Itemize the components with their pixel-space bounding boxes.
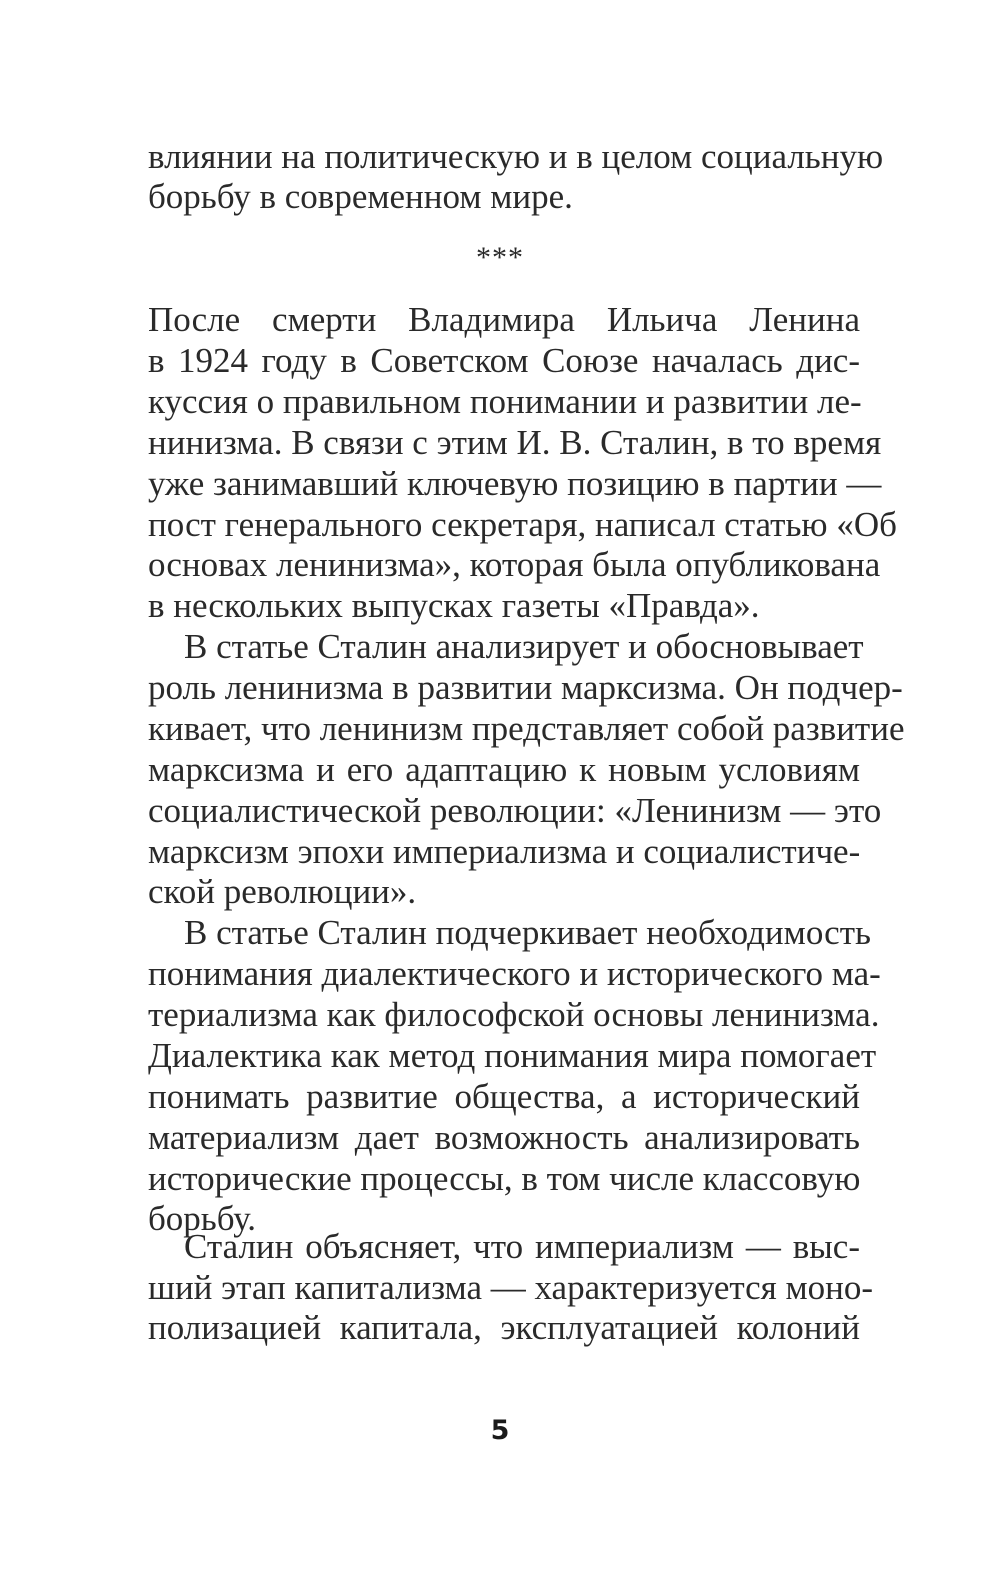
paragraph-3-line-3: териализма как философской основы ленинизма. (148, 995, 880, 1034)
paragraph-3-line-4: Диалектика как метод понимания мира помогает (148, 1036, 877, 1075)
paragraph-3-line-1: В статье Сталин подчеркивает необходимость (184, 913, 871, 952)
paragraph-3-line-2: понимания диалектического и исторического ма- (148, 954, 881, 993)
paragraph-3-line-6: материализм дает возможность анализировать (148, 1118, 860, 1157)
section-separator: *** (476, 241, 524, 274)
paragraph-3-line-7: исторические процессы, в том числе классовую (148, 1159, 861, 1198)
paragraph-2-line-7: ской революции». (148, 872, 417, 911)
paragraph-4-line-3: полизацией капитала, эксплуатацией колоний (148, 1308, 860, 1347)
paragraph-1-line-1: После смерти Владимира Ильича Ленина (148, 300, 860, 339)
paragraph-3-line-5: понимать развитие общества, а исторический (148, 1077, 860, 1116)
paragraph-2-line-6: марксизм эпохи империализма и социалистиче- (148, 832, 861, 871)
paragraph-2-line-3: кивает, что ленинизм представляет собой развитие (148, 709, 905, 748)
paragraph-1-line-2: в 1924 году в Советском Союзе началась дис- (148, 341, 860, 380)
paragraph-1-line-8: в нескольких выпусках газеты «Правда». (148, 586, 760, 625)
paragraph-2-line-2: роль ленинизма в развитии марксизма. Он подчер- (148, 668, 903, 707)
paragraph-4-line-2: ший этап капитализма — характеризуется моно- (148, 1268, 874, 1307)
paragraph-2-line-1: В статье Сталин анализирует и обосновывает (184, 627, 864, 666)
paragraph-1-line-6: пост генерального секретаря, написал статью «Об (148, 505, 897, 544)
intro-line-2: борьбу в современном мире. (148, 177, 573, 216)
paragraph-1-line-7: основах ленинизма», которая была опубликована (148, 545, 881, 584)
paragraph-1-line-3: куссия о правильном понимании и развитии ле- (148, 382, 862, 421)
paragraph-1-line-5: уже занимавший ключевую позицию в партии — (148, 464, 882, 503)
paragraph-3-line-8: борьбу. (148, 1199, 256, 1238)
intro-line-1: влиянии на политическую и в целом социальную (148, 137, 884, 176)
paragraph-2-line-5: социалистической революции: «Ленинизм — это (148, 791, 882, 830)
page-number: 5 (490, 1415, 510, 1446)
paragraph-2-line-4: марксизма и его адаптацию к новым условиям (148, 750, 860, 789)
paragraph-1-line-4: нинизма. В связи с этим И. В. Сталин, в то время (148, 423, 882, 462)
paragraph-4-line-1: Сталин объясняет, что империализм — выс- (184, 1227, 860, 1266)
